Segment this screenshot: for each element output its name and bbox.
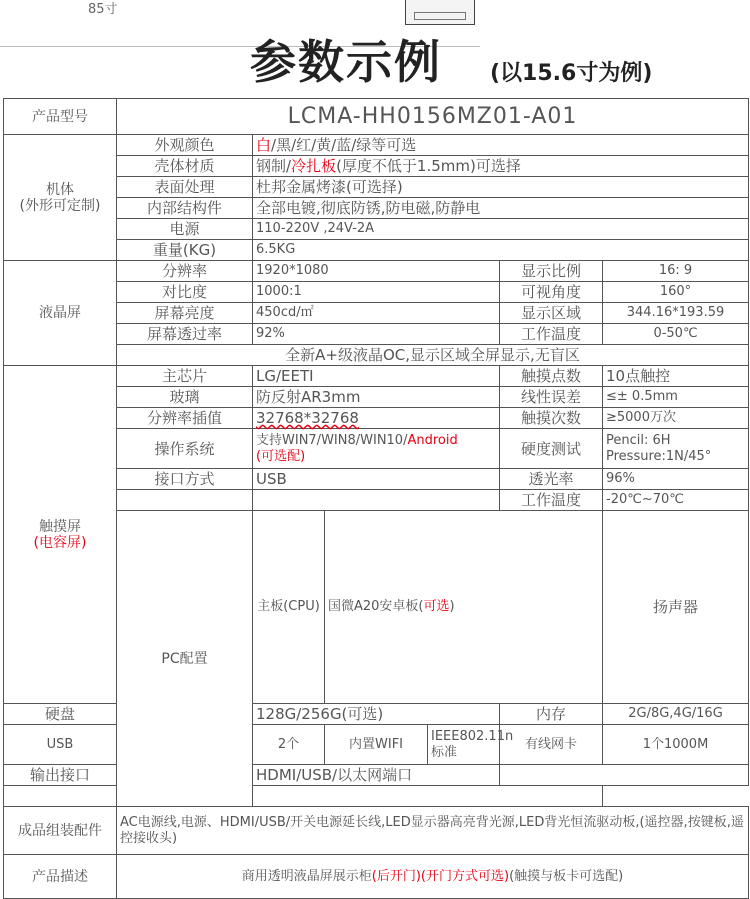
model-label: 产品型号	[4, 99, 117, 135]
accessories-label: 成品组装配件	[4, 807, 117, 855]
usb-count: 2个	[253, 725, 325, 765]
mb-value	[325, 511, 603, 704]
hardness-pressure: Pressure:1N/45°	[606, 448, 712, 464]
lcd-label: 分辨率	[117, 261, 253, 282]
wifi-label: 内置WIFI	[325, 725, 428, 765]
accessories-row	[4, 807, 749, 855]
os-android: Android	[407, 432, 458, 448]
touch-label-2: 触摸点数	[500, 366, 603, 387]
pc-row	[4, 725, 749, 765]
lcd-value-2: 160°	[603, 282, 749, 303]
os-support: 支持WIN7/WIN8/WIN10/	[256, 432, 408, 448]
touch-label-2: 线性误差	[500, 387, 603, 408]
ram-label: 内存	[500, 704, 603, 725]
lcd-value: 1920*1080	[253, 261, 500, 282]
os-value	[253, 429, 500, 469]
chassis-label: 内部结构件	[117, 198, 253, 219]
usb-label: USB	[4, 725, 117, 765]
spec-table	[3, 98, 749, 899]
device-outline-illustration	[405, 0, 475, 25]
lcd-label: 屏幕透过率	[117, 324, 253, 345]
hdd-label: 硬盘	[4, 704, 117, 725]
chassis-value: 110-220V ,24V-2A	[253, 219, 749, 240]
description-label: 产品描述	[4, 855, 117, 899]
io-label: 接口方式	[117, 469, 253, 490]
chassis-label: 电源	[117, 219, 253, 240]
material-highlight: 冷扎板	[291, 157, 337, 175]
chassis-value: 杜邦金属烤漆(可选择)	[253, 177, 749, 198]
chassis-section-sub: (外形可定制)	[19, 197, 101, 214]
pc-spacer-row	[4, 786, 749, 807]
touch-row	[4, 366, 749, 387]
hardness-label: 硬度测试	[500, 429, 603, 469]
chassis-value	[253, 156, 749, 177]
chassis-value: 6.5KG	[253, 240, 749, 261]
color-options: /黑/红/黄/蓝/绿等可选	[271, 136, 417, 154]
pc-section: PC配置	[117, 511, 253, 807]
transmittance-label: 透光率	[500, 469, 603, 490]
chassis-label: 壳体材质	[117, 156, 253, 177]
mb-value-part1: 国微A20安卓板(	[328, 599, 424, 614]
hardness-pencil: Pencil: 6H	[606, 432, 671, 448]
pc-row	[4, 704, 749, 725]
lcd-label: 屏幕亮度	[117, 303, 253, 324]
top-size-note: 85寸	[88, 2, 118, 17]
empty-cell	[4, 786, 603, 807]
os-label: 操作系统	[117, 429, 253, 469]
material-part1: 钢制/	[256, 157, 292, 175]
lcd-label-2: 可视角度	[500, 282, 603, 303]
description-highlight: (后开门)(开门方式可选)	[371, 868, 510, 884]
lcd-value-2: 0-50℃	[603, 324, 749, 345]
lcd-label-2: 工作温度	[500, 324, 603, 345]
touch-resolution-value: 32768*32768	[256, 409, 359, 427]
touch-section-title: 触摸屏	[39, 518, 81, 535]
page-title: 参数示例	[250, 35, 442, 89]
touch-label: 主芯片	[117, 366, 253, 387]
chassis-row	[4, 135, 749, 156]
lcd-value: 92%	[253, 324, 500, 345]
chassis-label: 重量(KG)	[117, 240, 253, 261]
lcd-label: 对比度	[117, 282, 253, 303]
chassis-label: 外观颜色	[117, 135, 253, 156]
os-optional: (可选配)	[256, 448, 306, 464]
touch-label-2: 触摸次数	[500, 408, 603, 429]
chassis-value: 全部电镀,彻底防锈,防电磁,防静电	[253, 198, 749, 219]
hardness-value	[603, 429, 749, 469]
touch-value-2: 10点触控	[603, 366, 749, 387]
lcd-value: 450cd/㎡	[253, 303, 500, 324]
lcd-row	[4, 261, 749, 282]
touch-temp-label: 工作温度	[500, 490, 603, 511]
lcd-value-2: 344.16*193.59	[603, 303, 749, 324]
ram-value: 2G/8G,4G/16G	[603, 704, 749, 725]
touch-value	[253, 408, 500, 429]
wifi-value: IEEE802.11n标准	[428, 725, 500, 765]
touch-value: 防反射AR3mm	[253, 387, 500, 408]
lan-label: 有线网卡	[500, 725, 603, 765]
output-value: HDMI/USB/以太网端口	[253, 765, 500, 786]
mb-optional: 可选	[423, 599, 450, 614]
empty-cell	[500, 765, 749, 786]
transmittance-value: 96%	[603, 469, 749, 490]
lcd-value: 1000:1	[253, 282, 500, 303]
speaker-label: 扬声器	[603, 511, 749, 704]
lcd-label-2: 显示区域	[500, 303, 603, 324]
mb-value-part3: )	[449, 599, 455, 614]
empty-cell	[253, 490, 500, 511]
lcd-value-2: 16: 9	[603, 261, 749, 282]
model-value: LCMA-HH0156MZ01-A01	[117, 99, 749, 135]
hdd-value: 128G/256G(可选)	[253, 704, 500, 725]
material-part3: (厚度不低于1.5mm)可选择	[336, 157, 521, 175]
chassis-section-title: 机体	[46, 181, 74, 198]
description-row	[4, 855, 749, 899]
color-highlight: 白	[256, 136, 272, 154]
touch-section-sub: (电容屏)	[33, 534, 87, 551]
empty-cell	[117, 490, 253, 511]
touch-section	[4, 366, 117, 704]
touch-value-2: ≥5000万次	[603, 408, 749, 429]
page-subtitle: (以15.6寸为例)	[490, 61, 653, 86]
lcd-section: 液晶屏	[4, 261, 117, 366]
mb-label: 主板(CPU)	[253, 511, 325, 704]
chassis-section	[4, 135, 117, 261]
pc-row	[4, 765, 749, 786]
touch-temp-value: -20℃~70℃	[603, 490, 749, 511]
chassis-label: 表面处理	[117, 177, 253, 198]
chassis-value	[253, 135, 749, 156]
accessories-value: AC电源线,电源、HDMI/USB/开关电源延长线,LED显示器高亮背光源,LED背光恒流驱动板,(遥控器,按键板,遥控接收头)	[117, 807, 749, 855]
description-part3: (触摸与板卡可选配)	[509, 868, 624, 884]
io-value: USB	[253, 469, 500, 490]
description-value	[117, 855, 749, 899]
output-label: 输出接口	[4, 765, 117, 786]
description-part1: 商用透明液晶屏展示柜	[241, 868, 372, 884]
touch-label: 玻璃	[117, 387, 253, 408]
touch-value-2: ≤± 0.5mm	[603, 387, 749, 408]
lan-value: 1个1000M	[603, 725, 749, 765]
touch-label: 分辨率插值	[117, 408, 253, 429]
model-row	[4, 99, 749, 135]
lcd-label-2: 显示比例	[500, 261, 603, 282]
lcd-note: 全新A+级液晶OC,显示区域全屏显示,无盲区	[117, 345, 749, 366]
touch-value: LG/EETI	[253, 366, 500, 387]
